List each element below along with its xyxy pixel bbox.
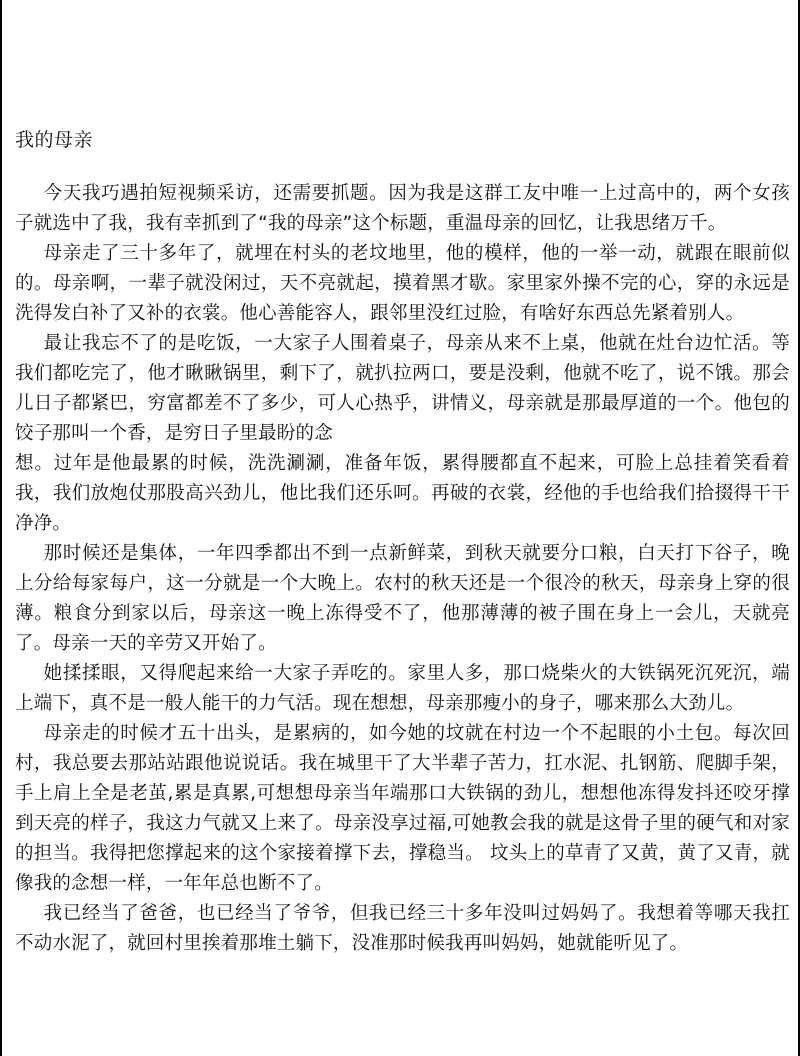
paragraph-6: 她揉揉眼，又得爬起来给一大家子弄吃的。家里人多，那口烧柴火的大铁锅死沉死沉，端上端下，真不是一般人能干的力气活。现在想想，母亲那瘦小的身子，哪来那么大劲儿。 [15, 663, 790, 714]
document-title: 我的母亲 [15, 129, 94, 151]
paragraph-4: 想。过年是他最累的时候，洗洗涮涮，准备年饭，累得腰都直不起来，可脸上总挂着笑看着我，我们放炮仗那股高兴劲儿，他比我们还乐呵。再破的衣裳，经他的手也给我们拾掇得干干净净。 [15, 453, 790, 534]
paragraph-2: 母亲走了三十多年了，就埋在村头的老坟地里，他的模样，他的一举一动，就跟在眼前似的。母亲啊，一辈子就没闲过，天不亮就起，摸着黑才歇。家里家外操不完的心，穿的永远是洗得发白补了又补的衣裳。他心善能容人，跟邻里没红过脸，有啥好东西总先紧着别人。 [15, 243, 790, 324]
paragraph-3: 最让我忘不了的是吃饭，一大家子人围着桌子，母亲从来不上桌，他就在灶台边忙活。等我们都吃完了，他才瞅瞅锅里，剩下了，就扒拉两口，要是没剩，他就不吃了，说不饿。那会儿日子都紧巴，穷富都差不了多少，可人心热乎，讲情义，母亲就是那最厚道的一个。他包的饺子那叫一个香，是穷日子里最盼的念 [15, 333, 790, 444]
paragraph-1: 今天我巧遇拍短视频采访，还需要抓题。因为我是这群工友中唯一上过高中的，两个女孩子就选中了我，我有幸抓到了“我的母亲”这个标题，重温母亲的回忆，让我思绪万千。 [15, 183, 790, 234]
paragraph-7: 母亲走的时候才五十出头，是累病的，如今她的坟就在村边一个不起眼的小土包。每次回村，我总要去那站站跟他说说话。我在城里干了大半辈子苦力，扛水泥、扎钢筋、爬脚手架，手上肩上全是老茧,累是真累,可想想母亲当年端那口大铁锅的劲儿，想想他冻得发抖还咬牙撑到天亮的样子，我这力气就又上来了。母亲没享过福,可她教会我的就是这骨子里的硬气和对家的担当。我得把您撑起来的这个家接着撑下去，撑稳当。 坟头上的草青了又黄，黄了又青，就像我的念想一样，一年年总也断不了。 [15, 723, 790, 894]
paragraph-5: 那时候还是集体，一年四季都出不到一点新鲜菜，到秋天就要分口粮，白天打下谷子，晚上分给每家每户，这一分就是一个大晚上。农村的秋天还是一个很冷的秋天，母亲身上穿的很薄。粮食分到家以后，母亲这一晚上冻得受不了，他那薄薄的被子围在身上一会儿，天就亮了。母亲一天的辛劳又开始了。 [15, 543, 790, 654]
document-body [15, 126, 790, 959]
paragraph-8: 我已经当了爸爸，也已经当了爷爷，但我已经三十多年没叫过妈妈了。我想着等哪天我扛不动水泥了，就回村里挨着那堆土躺下，没准那时候我再叫妈妈，她就能听见了。 [15, 903, 790, 954]
